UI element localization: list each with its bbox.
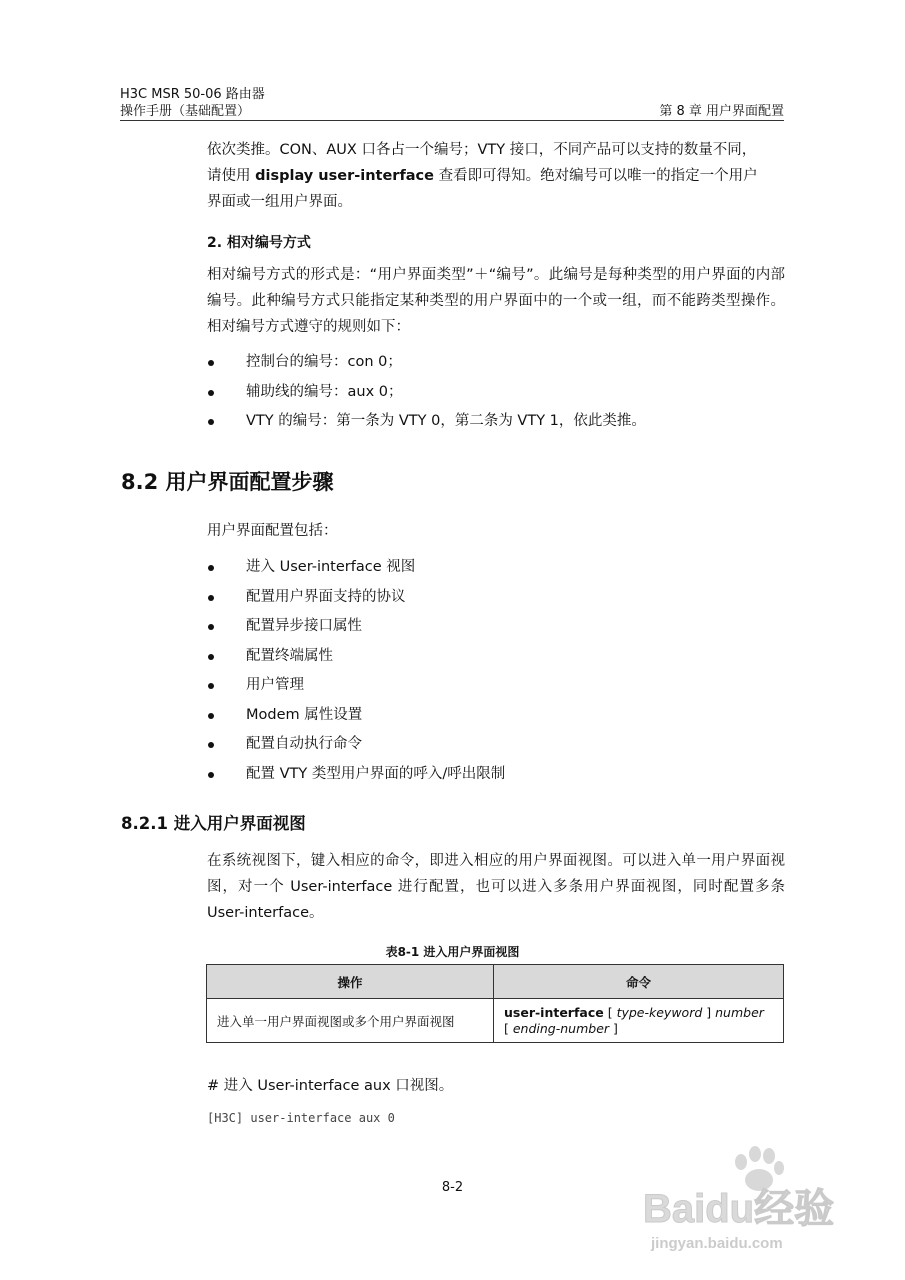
bullet-icon	[208, 654, 214, 660]
list-item	[207, 642, 785, 672]
bullet-icon	[208, 419, 214, 425]
bullet-icon	[208, 360, 214, 366]
intro-line-2-post: 查看即可得知。绝对编号可以唯一的指定一个用户	[433, 168, 758, 184]
list-item-text: 配置自动执行命令	[246, 736, 362, 752]
table-header-operation: 操作	[207, 965, 494, 999]
list-item	[207, 583, 785, 613]
watermark-url: jingyan.baidu.com	[651, 1235, 783, 1252]
relative-heading: 2. 相对编号方式	[207, 235, 311, 251]
table-caption: 表8-1 进入用户界面视图	[385, 945, 520, 959]
paw-logo-icon	[643, 1140, 843, 1260]
intro-line-2-pre: 请使用	[207, 168, 256, 184]
header-chapter: 第 8 章 用户界面配置	[659, 104, 784, 119]
subsection-title: 8.2.1 进入用户界面视图	[121, 814, 306, 833]
intro-line-1: 依次类推。CON、AUX 口各占一个编号；VTY 接口，不同产品可以支持的数量不同，	[207, 142, 757, 158]
command-keyword: user-interface	[504, 1004, 604, 1020]
bullet-icon	[208, 565, 214, 571]
list-item	[207, 760, 785, 790]
bracket-close: ]	[609, 1020, 618, 1036]
table-header-row	[207, 965, 784, 999]
command-syntax-line-1	[504, 1005, 773, 1021]
relative-bullet-list	[207, 348, 785, 437]
list-item	[207, 348, 785, 378]
baidu-jingyan-watermark	[643, 1140, 843, 1260]
command-param-type: type-keyword	[616, 1004, 703, 1020]
bracket-open: [	[504, 1020, 513, 1036]
header-divider	[120, 120, 784, 121]
header-manual: 操作手册（基础配置）	[120, 104, 251, 119]
command-table	[206, 964, 784, 1043]
header-product: H3C MSR 50-06 路由器	[120, 87, 265, 102]
intro-line-3: 界面或一组用户界面。	[207, 194, 352, 210]
list-item-text: 配置 VTY 类型用户界面的呼入/呼出限制	[246, 765, 506, 782]
bullet-icon	[208, 713, 214, 719]
table-header-command: 命令	[494, 965, 784, 999]
section-title: 8.2 用户界面配置步骤	[121, 470, 334, 494]
example-comment: # 进入 User-interface aux 口视图。	[207, 1078, 454, 1094]
bullet-icon	[208, 390, 214, 396]
display-command: display user-interface	[255, 168, 434, 184]
section-intro: 用户界面配置包括：	[207, 523, 338, 539]
list-item	[207, 671, 785, 701]
list-item-text: 辅助线的编号：aux 0；	[246, 383, 403, 400]
list-item	[207, 553, 785, 583]
bullet-icon	[208, 595, 214, 601]
bracket-open: [	[603, 1004, 617, 1020]
table-row	[207, 999, 784, 1043]
command-syntax-line-2	[504, 1021, 773, 1037]
example-code: [H3C] user-interface aux 0	[207, 1111, 395, 1125]
list-item-text: 配置异步接口属性	[246, 618, 362, 634]
list-item-text: 进入 User-interface 视图	[246, 559, 416, 575]
list-item-text: 控制台的编号：con 0；	[246, 354, 402, 370]
intro-paragraph	[207, 137, 785, 215]
relative-paragraph: 相对编号方式的形式是：“用户界面类型”＋“编号”。此编号是每种类型的用户界面的内部编号。此种编号方式只能指定某种类型的用户界面中的一个或一组，而不能跨类型操作。相对编号方式遵守的规则如下：	[207, 267, 785, 335]
table-cell-operation: 进入单一用户界面视图或多个用户界面视图	[207, 999, 494, 1043]
list-item-text: VTY 的编号：第一条为 VTY 0，第二条为 VTY 1，依此类推。	[246, 413, 646, 429]
bullet-icon	[208, 683, 214, 689]
bullet-icon	[208, 772, 214, 778]
list-item	[207, 378, 785, 408]
list-item-text: Modem 属性设置	[246, 706, 363, 723]
subsection-paragraph: 在系统视图下，键入相应的命令，即进入相应的用户界面视图。可以进入单一用户界面视图，对一个 User-interface 进行配置，也可以进入多条用户界面视图，同时配置多条 User-interface。	[207, 853, 785, 921]
page-number: 8-2	[441, 1180, 464, 1195]
bracket-close: ]	[702, 1004, 716, 1020]
table-cell-command	[494, 999, 784, 1043]
list-item-text: 配置用户界面支持的协议	[246, 588, 406, 605]
command-param-ending: ending-number	[512, 1020, 610, 1036]
bullet-icon	[208, 742, 214, 748]
command-param-number: number	[715, 1004, 764, 1020]
watermark-brand: Baidu经验	[643, 1187, 835, 1231]
list-item-text: 用户管理	[246, 677, 304, 693]
list-item-text: 配置终端属性	[246, 647, 333, 664]
list-item	[207, 730, 785, 760]
list-item	[207, 612, 785, 642]
bullet-icon	[208, 624, 214, 630]
list-item	[207, 407, 785, 437]
intro-line-2	[207, 163, 785, 189]
section-bullet-list	[207, 553, 785, 789]
list-item	[207, 701, 785, 731]
